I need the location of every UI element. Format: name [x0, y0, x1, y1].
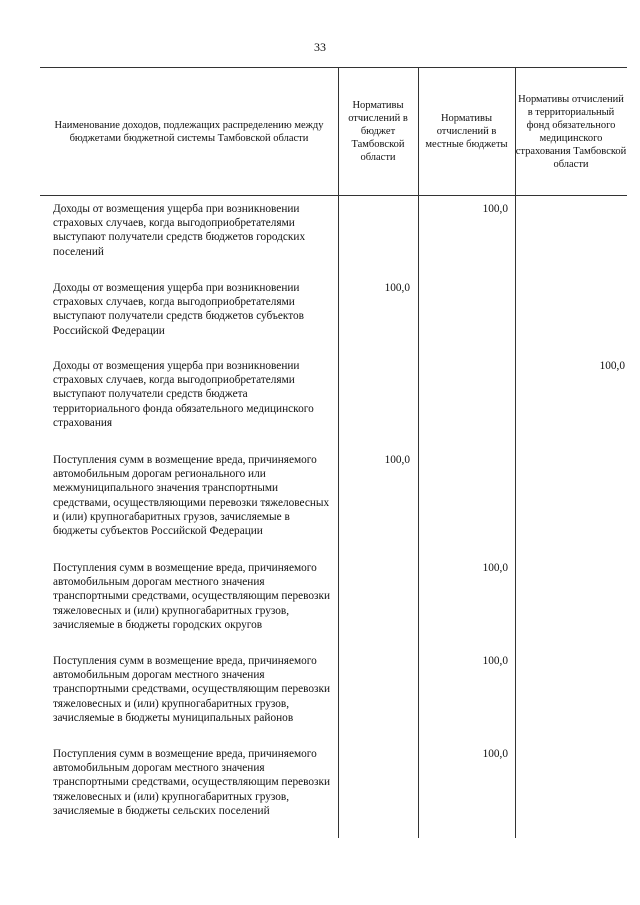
income-name: Поступления сумм в возмещение вреда, причиняемого автомобильным дорогам регионального или межмуниципального значения транспортными средствами, осуществляющими перевозки тяжеловесных и (или) крупногабаритных грузов, зачисляемые в бюджеты субъектов Российской Федерации — [53, 454, 330, 538]
income-name: Поступления сумм в возмещение вреда, причиняемого автомобильным дорогам местного значения транспортными средствами, осуществляющим перевозки тяжеловесных и (или) крупногабаритных грузов, зачисляемые в бюджеты сельских поселений — [53, 748, 331, 817]
local-norm: 100,0 — [482, 562, 508, 574]
income-name: Доходы от возмещения ущерба при возникновении страховых случаев, когда выгодоприобретателями выступают получатели средств бюджета территориального фонда обязательного медицинского страхования — [53, 360, 314, 429]
local-norm: 100,0 — [482, 655, 508, 667]
local-norm: 100,0 — [482, 203, 508, 215]
income-name: Поступления сумм в возмещение вреда, причиняемого автомобильным дорогам местного значения транспортными средствами, осуществляющим перевозки тяжеловесных и (или) крупногабаритных грузов, зачисляемые в бюджеты муниципальных районов — [53, 655, 331, 724]
regional-norm: 100,0 — [384, 282, 410, 294]
income-name: Поступления сумм в возмещение вреда, причиняемого автомобильным дорогам местного значения транспортными средствами, осуществляющим перевозки тяжеловесных и (или) крупногабаритных грузов, зачисляемые в бюджеты городских округов — [53, 562, 331, 631]
revenue-distribution-table — [40, 67, 627, 838]
page-number: 33 — [314, 40, 326, 54]
fund-norm: 100,0 — [599, 360, 625, 372]
header-regional-budget: Нормативы отчислений в бюджет Тамбовской области — [348, 100, 408, 163]
header-divider — [40, 195, 627, 196]
header-income-name: Наименование доходов, подлежащих распределению между бюджетами бюджетной системы Тамбовской области — [54, 119, 324, 144]
income-name: Доходы от возмещения ущерба при возникновении страховых случаев, когда выгодоприобретателями выступают получатели средств бюджетов субъектов Российской Федерации — [53, 282, 304, 337]
regional-norm: 100,0 — [384, 454, 410, 466]
header-local-budgets: Нормативы отчислений в местные бюджеты — [425, 113, 508, 150]
header-medical-insurance-fund: Нормативы отчислений в территориальный фонд обязательного медицинского страхования Тамбовской области — [515, 93, 627, 170]
local-norm: 100,0 — [482, 748, 508, 760]
income-name: Доходы от возмещения ущерба при возникновении страховых случаев, когда выгодоприобретателями выступают получатели средств бюджетов городских поселений — [53, 203, 306, 258]
